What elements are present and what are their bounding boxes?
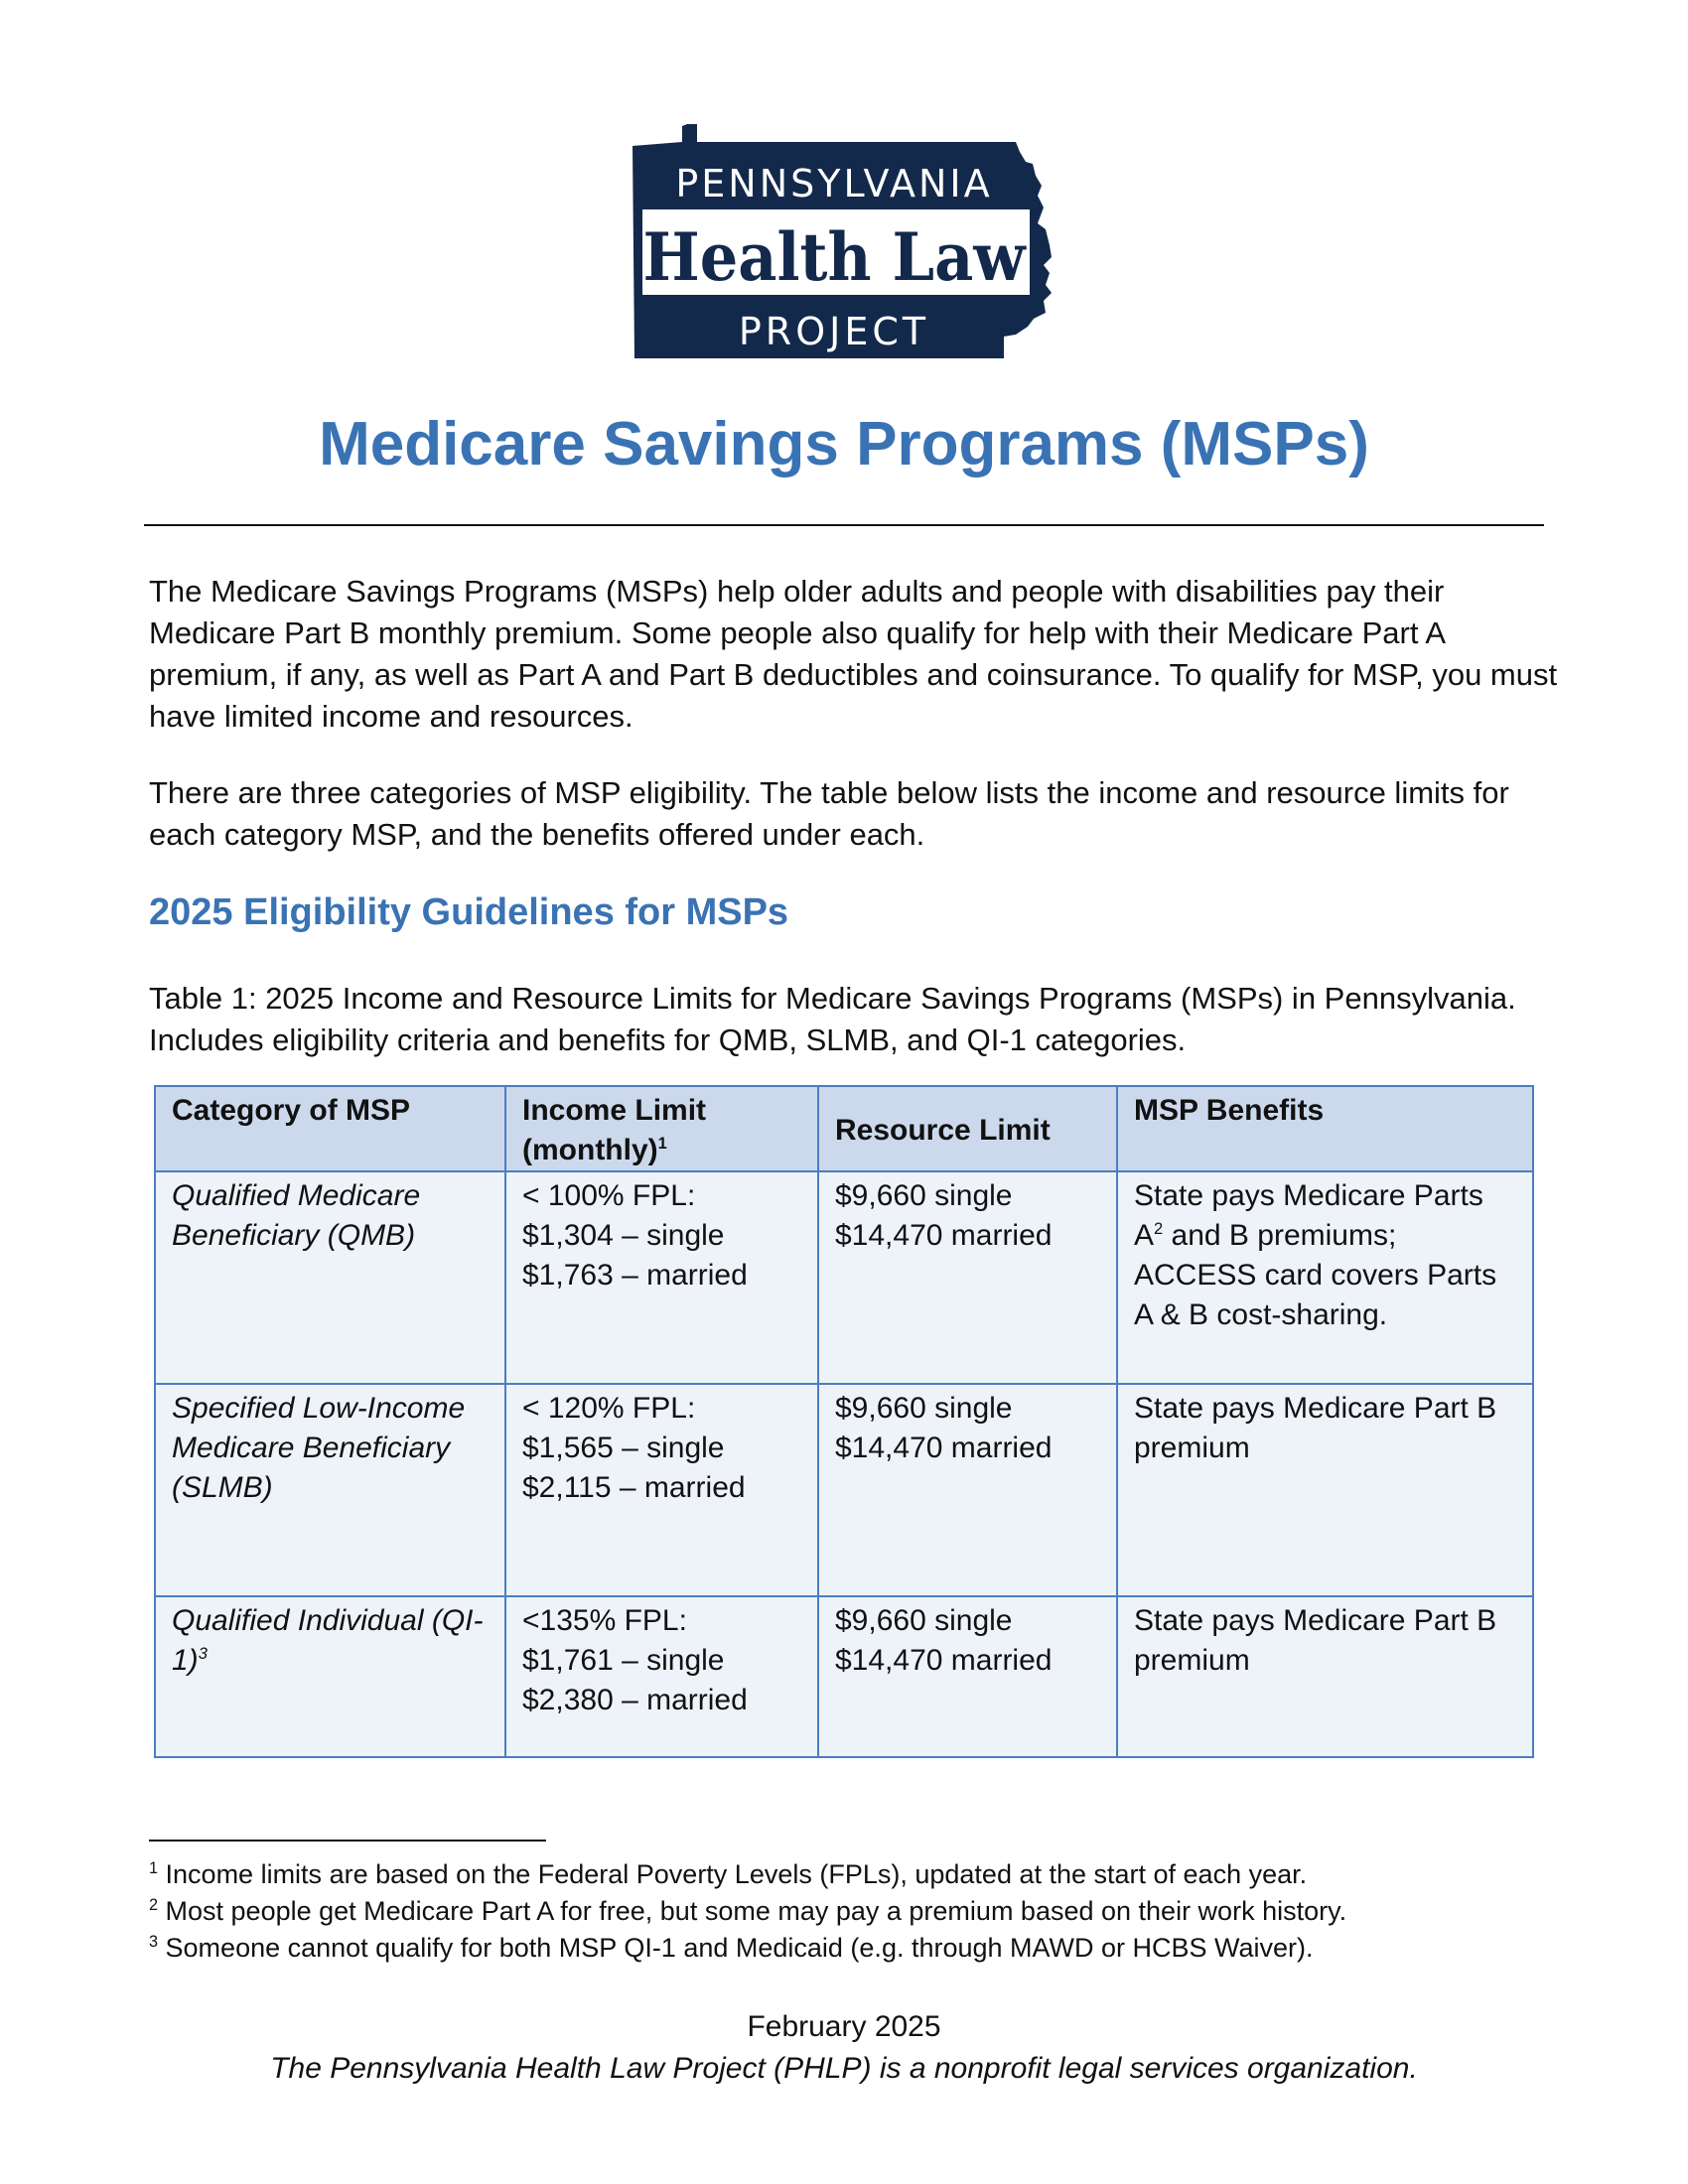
benefits-cell: State pays Medicare Part B premium — [1117, 1596, 1533, 1757]
income-married: $1,763 – married — [522, 1259, 748, 1292]
income-cell — [505, 1384, 818, 1596]
header-income-label: Income Limit (monthly) — [522, 1094, 707, 1166]
footnote-divider — [149, 1840, 546, 1842]
header-income — [505, 1086, 818, 1171]
footnote — [149, 1893, 1559, 1930]
category-cell — [155, 1596, 505, 1757]
footnote-number: 3 — [149, 1933, 159, 1951]
resource-cell — [818, 1384, 1117, 1596]
header-income-footnote-ref: 1 — [657, 1135, 667, 1153]
income-single: $1,304 – single — [522, 1219, 725, 1252]
income-fpl: <135% FPL: — [522, 1604, 687, 1637]
category-label: Specified Low-Income Medicare Beneficiary (SLMB) — [172, 1392, 466, 1504]
resource-single: $9,660 single — [835, 1604, 1013, 1637]
resource-married: $14,470 married — [835, 1644, 1053, 1677]
footnote — [149, 1930, 1559, 1967]
table-caption: Table 1: 2025 Income and Resource Limits for Medicare Savings Programs (MSPs) in Pennsylvania. Includes eligibility criteria and benefits for QMB, SLMB, and QI-1 categories. — [149, 981, 1516, 1057]
category-label: Qualified Individual (QI-1) — [172, 1604, 484, 1677]
resource-married: $14,470 married — [835, 1432, 1053, 1464]
page-title: Medicare Savings Programs (MSPs) — [319, 410, 1369, 478]
table-row — [155, 1596, 1533, 1757]
income-single: $1,761 – single — [522, 1644, 725, 1677]
footnotes — [149, 1856, 1559, 1967]
category-label: Qualified Medicare Beneficiary (QMB) — [172, 1179, 421, 1252]
organization-logo — [621, 124, 1067, 372]
footnote — [149, 1856, 1559, 1893]
income-single: $1,565 – single — [522, 1432, 725, 1464]
footnote-number: 2 — [149, 1896, 159, 1914]
logo-line-2: Health Law — [642, 218, 1028, 296]
income-fpl: < 120% FPL: — [522, 1392, 696, 1425]
income-married: $2,380 – married — [522, 1684, 748, 1716]
header-benefits: MSP Benefits — [1117, 1086, 1533, 1171]
table-row — [155, 1171, 1533, 1384]
income-cell — [505, 1596, 818, 1757]
resource-cell — [818, 1596, 1117, 1757]
resource-cell — [818, 1171, 1117, 1384]
footnote-text: Someone cannot qualify for both MSP QI-1 and Medicaid (e.g. through MAWD or HCBS Waiver). — [165, 1933, 1314, 1963]
intro-paragraph: The Medicare Savings Programs (MSPs) help older adults and people with disabilities pay their Medicare Part B monthly premium. Some people also qualify for help with their Medicare Part A premium, if any, as well as Part A and Part B deductibles and coinsurance. To qualify for MSP, you must have limited income and resources. — [149, 574, 1558, 734]
logo-line-3: PROJECT — [738, 310, 930, 353]
footnote-text: Most people get Medicare Part A for free, but some may pay a premium based on their work history. — [165, 1896, 1347, 1926]
table-header-row — [155, 1086, 1533, 1171]
categories-paragraph: There are three categories of MSP eligibility. The table below lists the income and resource limits for each category MSP, and the benefits offered under each. — [149, 775, 1509, 852]
logo-line-1: PENNSYLVANIA — [675, 162, 993, 205]
benefits-footnote-ref: 2 — [1154, 1220, 1164, 1238]
footnote-text: Income limits are based on the Federal Poverty Levels (FPLs), updated at the start of each year. — [165, 1859, 1308, 1889]
category-cell — [155, 1384, 505, 1596]
resource-married: $14,470 married — [835, 1219, 1053, 1252]
benefits-cell — [1117, 1171, 1533, 1384]
benefits-text-part-1: State pays Medicare Parts A — [1134, 1179, 1483, 1252]
table-row — [155, 1384, 1533, 1596]
income-cell — [505, 1171, 818, 1384]
header-resource: Resource Limit — [818, 1086, 1117, 1171]
eligibility-table — [154, 1085, 1534, 1758]
header-category: Category of MSP — [155, 1086, 505, 1171]
category-cell — [155, 1171, 505, 1384]
benefits-text-part-2: and B premiums; ACCESS card covers Parts A & B cost-sharing. — [1134, 1219, 1497, 1331]
income-fpl: < 100% FPL: — [522, 1179, 696, 1212]
footnote-number: 1 — [149, 1859, 159, 1877]
category-footnote-ref: 3 — [198, 1645, 208, 1663]
footer-date: February 2025 — [747, 2010, 941, 2043]
title-divider — [144, 524, 1544, 526]
benefits-cell: State pays Medicare Part B premium — [1117, 1384, 1533, 1596]
resource-single: $9,660 single — [835, 1392, 1013, 1425]
resource-single: $9,660 single — [835, 1179, 1013, 1212]
section-heading: 2025 Eligibility Guidelines for MSPs — [149, 891, 789, 933]
footer-tagline: The Pennsylvania Health Law Project (PHLP) is a nonprofit legal services organization. — [270, 2052, 1418, 2085]
pennsylvania-state-logo-icon — [621, 124, 1067, 372]
income-married: $2,115 – married — [522, 1471, 746, 1504]
